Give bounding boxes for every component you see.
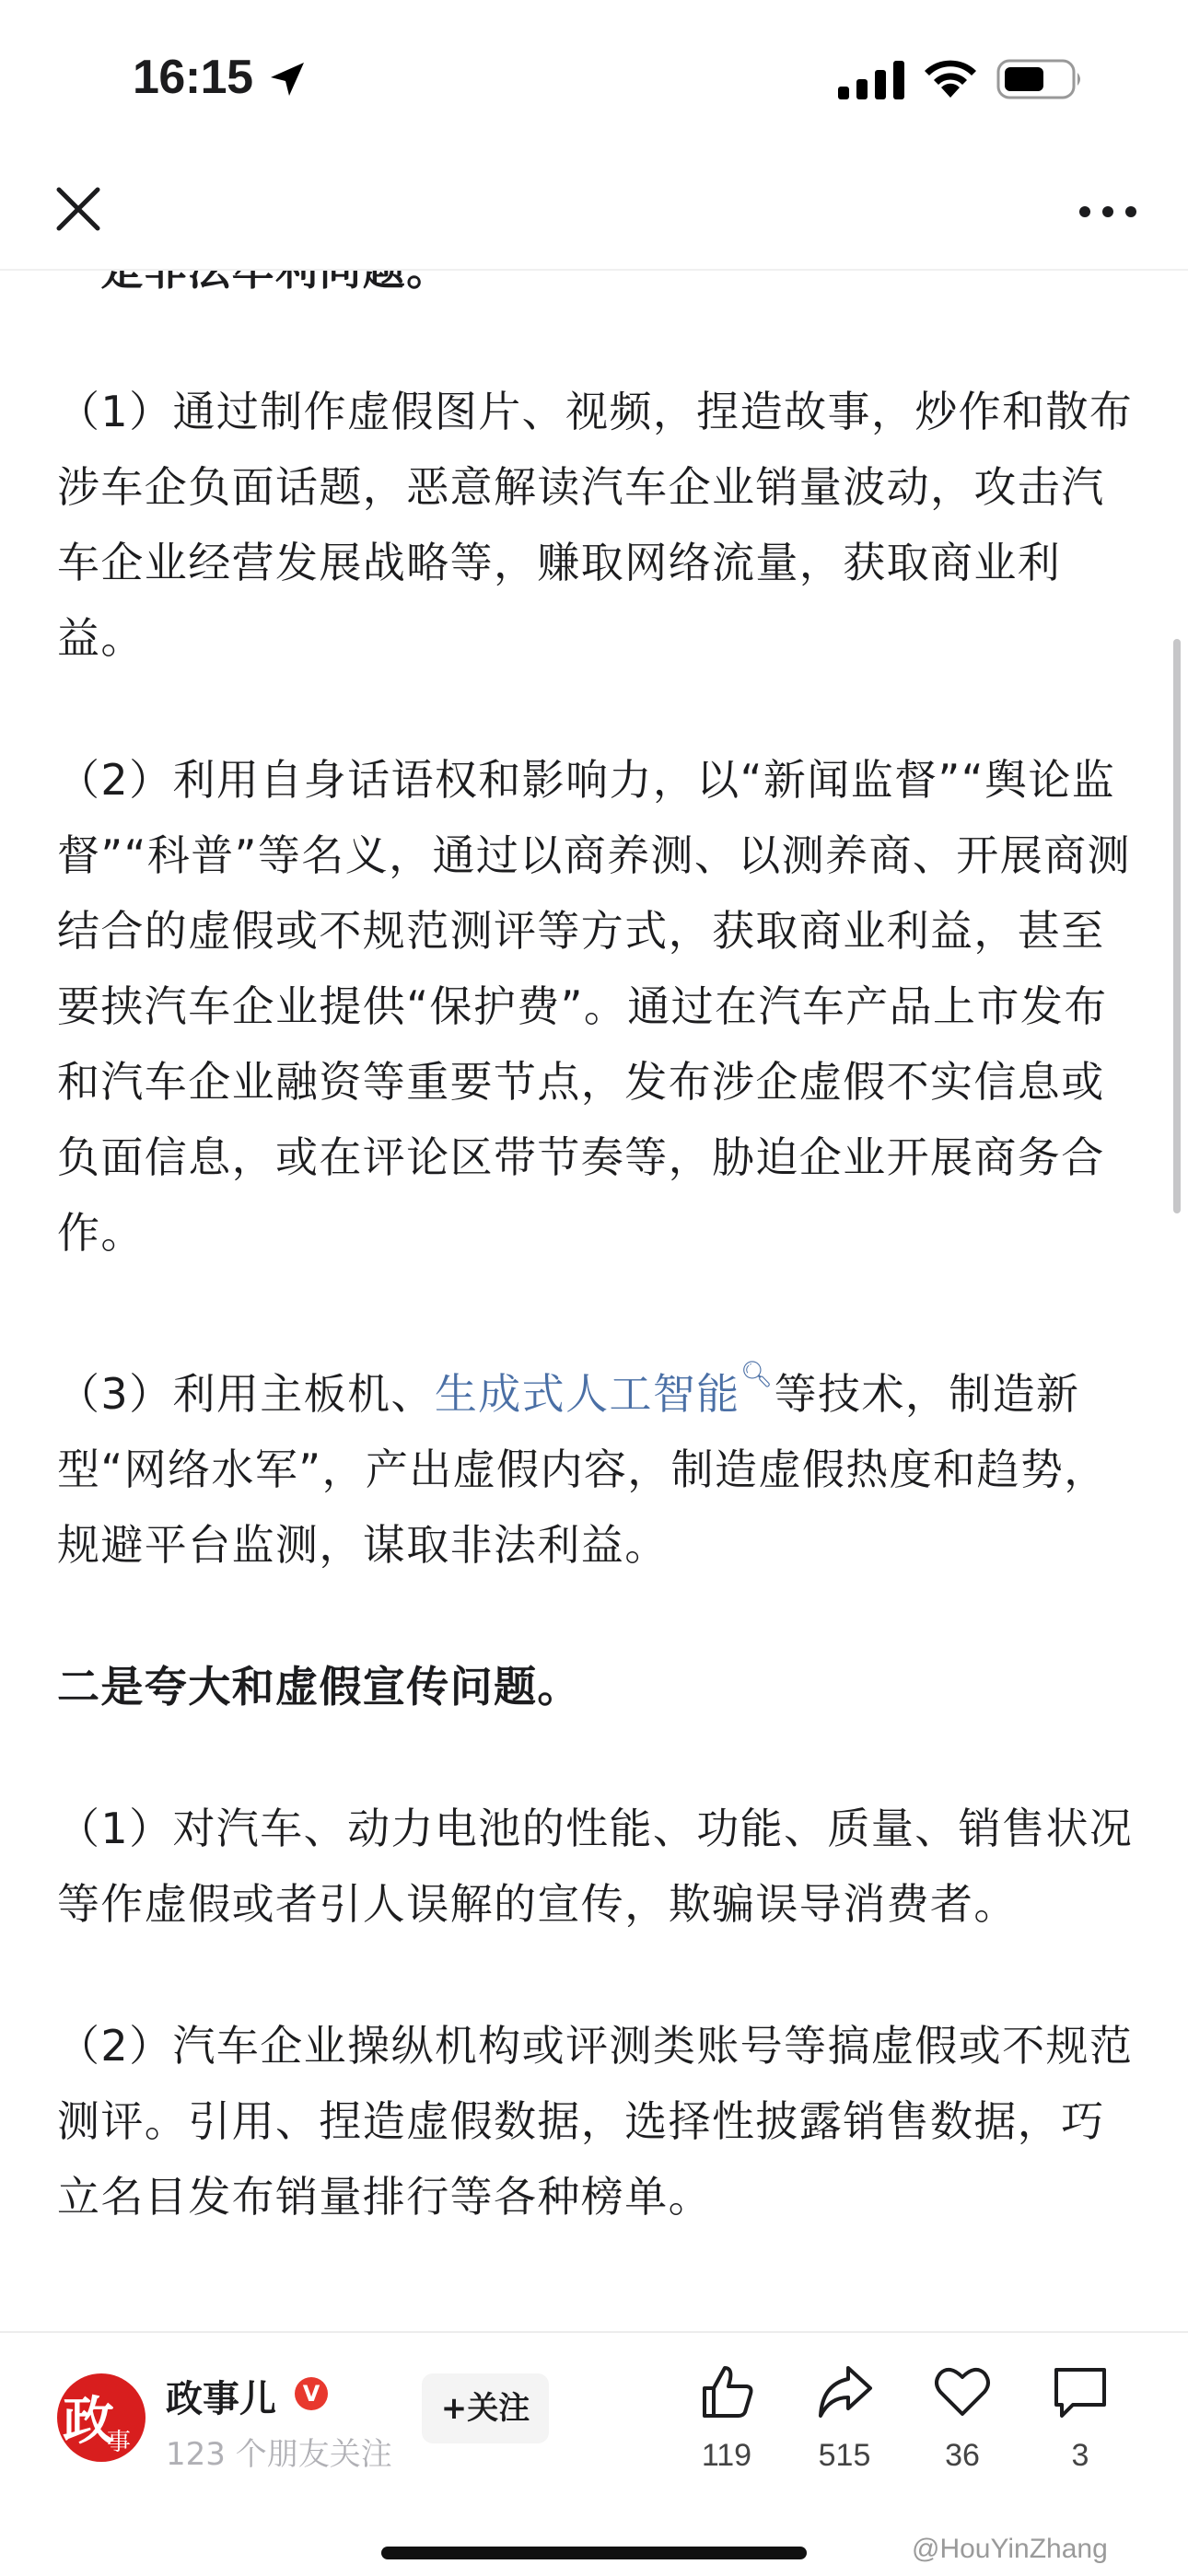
avatar-logo-subtext: 事儿 [107,2429,132,2490]
follow-button[interactable]: +关注 [422,2373,549,2443]
nav-bar [0,157,1188,271]
share-icon [815,2362,874,2421]
section-heading-2: 二是夸大和虚假宣传问题。 [57,1662,581,1712]
favorite-button[interactable] [912,2362,1013,2474]
verified-badge-icon: V [295,2377,328,2410]
author-name[interactable]: 政事儿 [166,2378,276,2420]
heart-icon [933,2362,992,2421]
status-bar [0,0,1188,147]
generative-ai-link[interactable]: 生成式人工智能 [434,1369,740,1419]
more-icon[interactable] [1076,203,1140,221]
paragraph-1-2: （2）利用自身话语权和影响力，以“新闻监督”“舆论监督”“科普”等名义，通过以商养测、以测养商、开展商测结合的虚假或不规范测评等方式，获取商业利益，甚至要挟汽车企业提供“保护费”。通过在汽车产品上市发布和汽车企业融资等重要节点，发布涉企虚假不实信息或负面信息，或在评论区带节奏等，胁迫企业开展商务合作。 [57,755,1131,1258]
avatar[interactable] [57,2373,146,2490]
close-icon[interactable] [53,184,103,234]
cellular-signal-icon [838,61,906,99]
wifi-icon [921,57,980,99]
location-arrow-icon [267,59,308,99]
favorite-count: 36 [945,2438,980,2473]
article-content [0,269,1188,2331]
paragraph-1-3-suffix: 等技术，制造新型“网络水军”，产出虚假内容，制造虚假热度和趋势，规避平台监测，谋取非法利益。 [57,1369,1108,1570]
like-button[interactable] [676,2362,777,2474]
scroll-indicator[interactable] [1173,639,1181,1213]
status-time: 16:15 [133,51,253,104]
comment-count: 3 [1071,2438,1089,2473]
like-count: 119 [701,2438,752,2473]
search-icon[interactable]: 🔍︎ [740,1359,775,1389]
paragraph-1-3-prefix: （3）利用主板机、 [57,1369,435,1419]
followers-count: 123 个朋友关注 [166,2436,392,2473]
share-button[interactable] [794,2362,895,2474]
home-indicator[interactable] [381,2547,807,2559]
watermark: @HouYinZhang [912,2534,1108,2564]
article-body [57,232,1136,2301]
paragraph-2-1: （1）对汽车、动力电池的性能、功能、质量、销售状况等作虚假或者引人误解的宣传，欺骗误导消费者。 [57,1804,1134,1929]
footer-bar [0,2331,1188,2576]
comment-button[interactable] [1030,2362,1131,2474]
battery-icon [996,59,1085,99]
paragraph-1-1: （1）通过制作虚假图片、视频，捏造故事，炒作和散布涉车企负面话题，恶意解读汽车企业销量波动，攻击汽车企业经营发展战略等，赚取网络流量，获取商业利益。 [57,387,1134,663]
paragraph-2-2: （2）汽车企业操纵机构或评测类账号等搞虚假或不规范测评。引用、捏造虚假数据，选择性披露销售数据，巧立名目发布销量排行等各种榜单。 [57,2021,1134,2222]
thumbs-up-icon [697,2362,756,2421]
share-count: 515 [818,2438,871,2473]
avatar-logo-text: 政 [63,2391,114,2452]
paragraph-1-3 [57,1337,1136,1583]
comment-icon [1051,2362,1110,2421]
